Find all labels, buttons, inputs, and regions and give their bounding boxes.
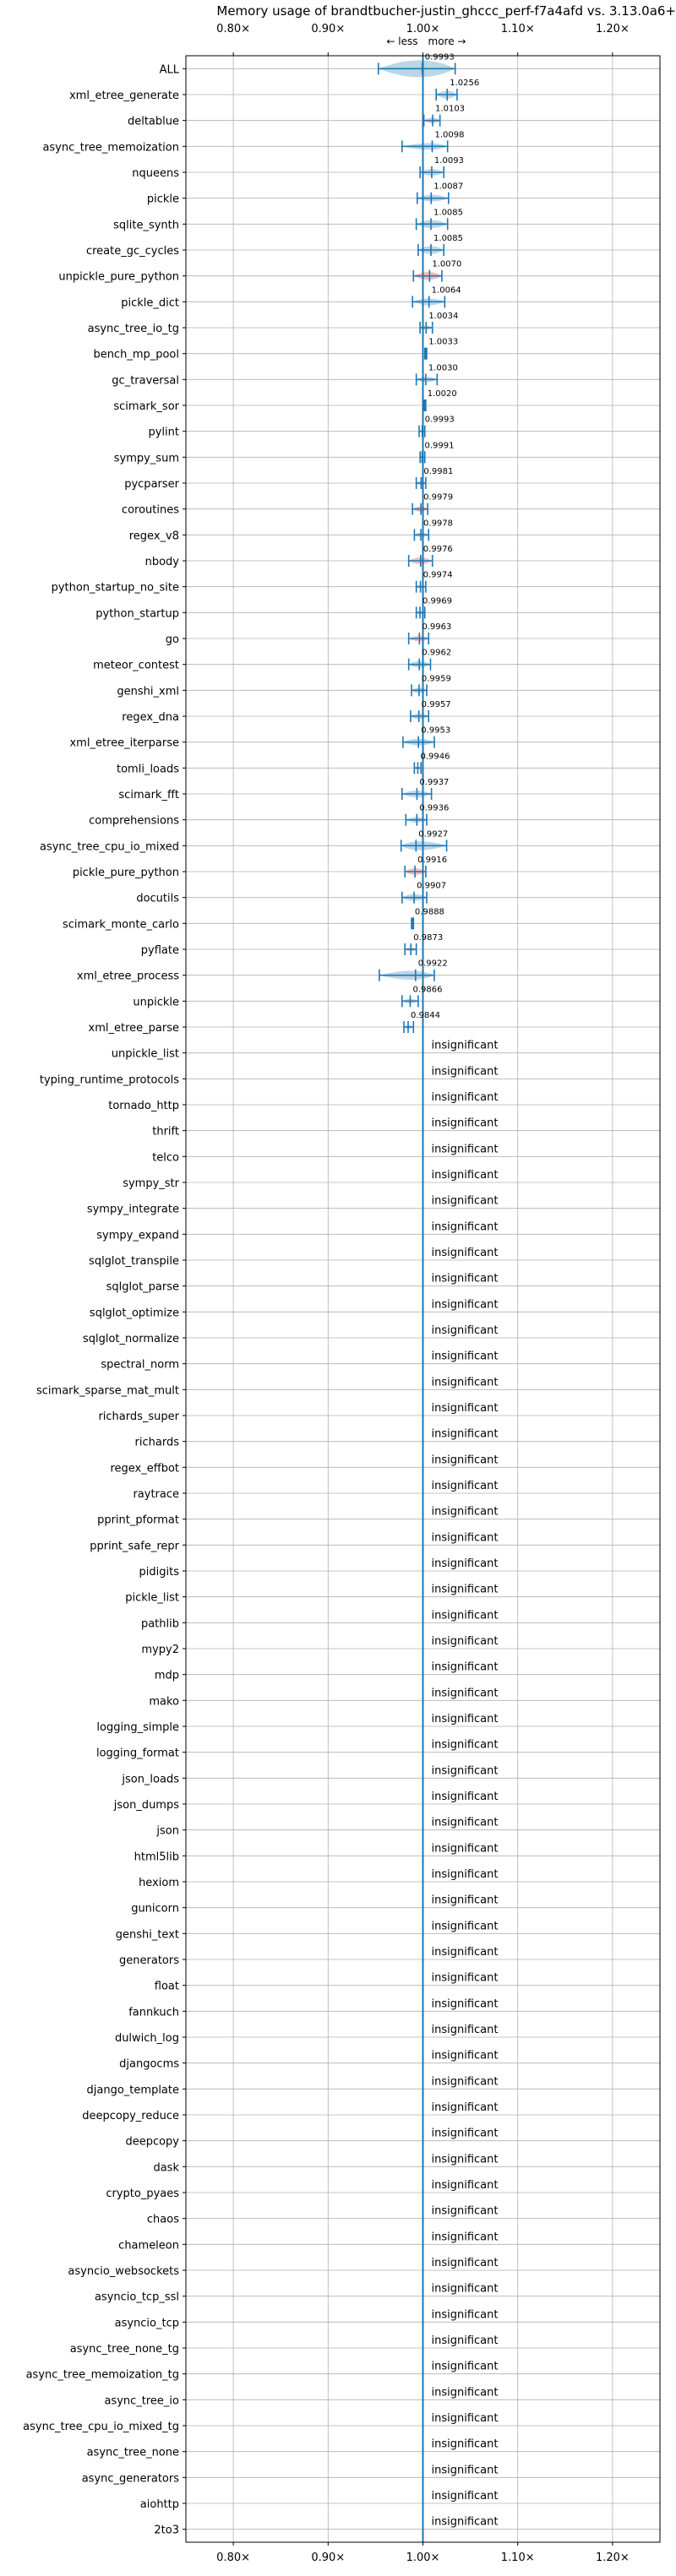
insignificant-label: insignificant [431, 1039, 499, 1052]
benchmark-label: sympy_integrate [86, 1203, 179, 1216]
benchmark-label: python_startup [95, 607, 179, 621]
benchmark-label: raytrace [133, 1488, 179, 1501]
insignificant-label: insignificant [431, 2437, 499, 2451]
direction-more-label: more → [428, 35, 466, 47]
insignificant-label: insignificant [431, 1946, 499, 1959]
benchmark-label: crypto_pyaes [106, 2187, 179, 2200]
insignificant-label: insignificant [431, 1764, 499, 1778]
benchmark-label: sqlglot_normalize [82, 1333, 179, 1345]
direction-less-label: ← less [386, 35, 418, 47]
insignificant-label: insignificant [431, 1220, 499, 1234]
value-label: 0.9979 [423, 492, 454, 503]
benchmark-label: pycparser [124, 478, 179, 491]
benchmark-label: async_tree_cpu_io_mixed_tg [23, 2421, 179, 2433]
benchmark-label: pickle_pure_python [72, 867, 179, 879]
insignificant-label: insignificant [431, 1894, 499, 1907]
insignificant-label: insignificant [431, 2464, 499, 2477]
benchmark-label: mdp [154, 1669, 179, 1682]
benchmark-label: scimark_sparse_mat_mult [36, 1384, 179, 1398]
insignificant-label: insignificant [431, 1117, 499, 1130]
benchmark-label: pickle_list [125, 1591, 179, 1605]
benchmark-label: pprint_pformat [97, 1514, 179, 1527]
benchmark-label: meteor_contest [93, 659, 179, 672]
value-label: 0.9974 [422, 570, 453, 580]
chart-title: Memory usage of brandtbucher-justin_ghccc_perf-f7a4afd vs. 3.13.0a6+ [216, 3, 676, 19]
x-tick-label-top: 0.80× [216, 23, 251, 35]
benchmark-label: 2to3 [154, 2524, 179, 2537]
benchmark-label: tornado_http [108, 1100, 179, 1112]
benchmark-label: deepcopy [125, 2135, 179, 2149]
benchmark-label: json_loads [122, 1773, 179, 1786]
x-tick-label-top: 1.10× [500, 23, 535, 35]
benchmark-label: json [156, 1824, 179, 1838]
benchmark-label: hexiom [139, 1877, 179, 1889]
benchmark-label: docutils [136, 892, 179, 905]
insignificant-label: insignificant [431, 1376, 499, 1389]
insignificant-label: insignificant [431, 1557, 499, 1570]
benchmark-label: typing_runtime_protocols [39, 1073, 179, 1087]
insignificant-label: insignificant [431, 1169, 499, 1182]
value-label: 0.9916 [417, 856, 448, 865]
value-label: 1.0030 [428, 363, 458, 373]
insignificant-label: insignificant [431, 2360, 499, 2373]
value-label: 0.9976 [422, 545, 453, 554]
benchmark-label: python_startup_no_site [51, 581, 179, 595]
benchmark-label: ALL [159, 63, 179, 77]
benchmark-label: async_tree_io [104, 2394, 179, 2408]
insignificant-label: insignificant [431, 1272, 499, 1285]
benchmark-label: pathlib [140, 1617, 179, 1631]
value-label: 0.9981 [423, 467, 454, 476]
benchmark-label: async_tree_none_tg [69, 2343, 179, 2356]
value-label: 0.9962 [422, 648, 452, 658]
benchmark-label: sympy_str [123, 1177, 179, 1190]
benchmark-label: float [154, 1980, 179, 1993]
benchmark-label: unpickle_list [111, 1047, 179, 1061]
x-tick-label-top: 1.20× [595, 23, 630, 35]
insignificant-label: insignificant [431, 1091, 499, 1104]
x-tick-label-bottom: 0.80× [216, 2552, 251, 2564]
value-label: 1.0033 [428, 337, 459, 347]
value-label: 1.0070 [432, 259, 462, 269]
benchmark-label: async_tree_cpu_io_mixed [40, 840, 179, 854]
value-label: 0.9873 [413, 933, 444, 943]
insignificant-label: insignificant [431, 2127, 499, 2140]
value-label: 1.0034 [428, 312, 459, 321]
benchmark-label: richards [134, 1436, 179, 1449]
benchmark-label: pylint [148, 426, 179, 439]
benchmark-label: async_generators [81, 2472, 179, 2486]
benchmark-label: go [165, 633, 179, 646]
benchmark-label: chameleon [118, 2239, 179, 2253]
x-tick-label-bottom: 1.20× [595, 2552, 630, 2564]
insignificant-label: insignificant [431, 2282, 499, 2296]
benchmark-label: pyflate [140, 944, 179, 957]
x-tick-label-top: 1.00× [406, 23, 440, 35]
benchmark-label: dask [153, 2161, 179, 2175]
benchmark-label: dulwich_log [114, 2032, 179, 2045]
benchmark-label: regex_effbot [110, 1462, 179, 1475]
insignificant-label: insignificant [431, 1143, 499, 1156]
insignificant-label: insignificant [431, 1713, 499, 1725]
benchmark-label: regex_dna [122, 711, 179, 724]
insignificant-label: insignificant [431, 2490, 499, 2503]
value-label: 0.9953 [421, 726, 451, 736]
insignificant-label: insignificant [431, 1324, 499, 1337]
value-label: 0.9907 [417, 881, 447, 891]
insignificant-label: insignificant [431, 1480, 499, 1492]
benchmark-label: xml_etree_iterparse [69, 736, 179, 750]
benchmark-label: sqlglot_optimize [89, 1307, 179, 1320]
benchmark-label: chaos [146, 2213, 179, 2226]
benchmark-label: mako [149, 1695, 179, 1709]
benchmark-label: async_tree_memoization_tg [25, 2368, 179, 2382]
benchmark-label: tomli_loads [117, 763, 179, 776]
benchmark-label: thrift [152, 1125, 179, 1139]
benchmark-label: pprint_safe_repr [90, 1540, 179, 1553]
value-label: 0.9936 [419, 803, 450, 813]
benchmark-label: scimark_monte_carlo [62, 918, 179, 932]
benchmark-label: logging_simple [96, 1721, 179, 1734]
value-label: 1.0103 [435, 104, 466, 114]
value-label: 0.9946 [420, 752, 450, 762]
value-label: 0.9866 [412, 985, 443, 995]
benchmark-label: xml_etree_generate [68, 90, 179, 102]
insignificant-label: insignificant [431, 2049, 499, 2062]
benchmark-label: logging_format [95, 1747, 179, 1760]
benchmark-label: async_tree_none [86, 2446, 179, 2459]
benchmark-label: deepcopy_reduce [82, 2110, 179, 2122]
value-label: 0.9978 [423, 519, 454, 529]
value-label: 0.9969 [422, 596, 453, 606]
insignificant-label: insignificant [431, 2024, 499, 2036]
benchmark-label: coroutines [121, 503, 179, 517]
benchmark-label: djangocms [119, 2057, 179, 2071]
value-label: 1.0098 [434, 130, 465, 140]
benchmark-label: gc_traversal [112, 374, 179, 388]
insignificant-label: insignificant [431, 1531, 499, 1545]
benchmark-label: xml_etree_process [76, 970, 179, 983]
benchmark-label: mypy2 [141, 1644, 179, 1656]
insignificant-label: insignificant [431, 1997, 499, 2011]
insignificant-label: insignificant [431, 1635, 499, 1648]
value-label: 0.9957 [421, 700, 451, 709]
benchmark-label: html5lib [134, 1850, 179, 1864]
value-label: 1.0064 [431, 285, 461, 296]
insignificant-label: insignificant [431, 1971, 499, 1985]
insignificant-label: insignificant [431, 1920, 499, 1933]
benchmark-label: bench_mp_pool [93, 348, 179, 361]
benchmark-label: aiohttp [139, 2498, 179, 2511]
benchmark-label: comprehensions [89, 814, 179, 828]
insignificant-label: insignificant [431, 2257, 499, 2269]
benchmark-label: scimark_fft [118, 789, 179, 802]
insignificant-label: insignificant [431, 2386, 499, 2399]
value-label: 0.9922 [417, 959, 448, 969]
insignificant-label: insignificant [431, 2308, 499, 2322]
benchmark-label: genshi_text [115, 1928, 179, 1942]
value-label: 0.9937 [419, 778, 450, 787]
value-label: 0.9844 [410, 1011, 440, 1020]
insignificant-label: insignificant [431, 2515, 499, 2529]
benchmark-label: asyncio_tcp_ssl [94, 2291, 179, 2304]
insignificant-label: insignificant [431, 1738, 499, 1752]
insignificant-label: insignificant [431, 1402, 499, 1415]
value-label: 1.0093 [433, 156, 464, 166]
benchmark-label: django_template [86, 2084, 179, 2097]
value-label: 0.9993 [424, 52, 455, 62]
insignificant-label: insignificant [431, 1505, 499, 1519]
benchmark-label: sympy_sum [113, 452, 179, 465]
benchmark-label: scimark_sor [113, 400, 179, 413]
insignificant-label: insignificant [431, 2204, 499, 2218]
value-label: 1.0020 [427, 389, 457, 399]
benchmark-label: async_tree_io_tg [87, 323, 179, 335]
insignificant-label: insignificant [431, 2334, 499, 2347]
benchmark-label: telco [152, 1151, 179, 1165]
insignificant-label: insignificant [431, 1583, 499, 1596]
value-label: 0.9888 [414, 907, 444, 917]
benchmark-label: spectral_norm [101, 1358, 179, 1372]
benchmark-label: sqlglot_parse [106, 1280, 179, 1294]
benchmark-label: nqueens [132, 167, 179, 180]
benchmark-label: async_tree_memoization [42, 141, 179, 155]
benchmark-label: nbody [144, 556, 179, 568]
value-label: 0.9959 [421, 674, 451, 684]
insignificant-label: insignificant [431, 1609, 499, 1622]
benchmark-label: generators [119, 1954, 179, 1967]
x-tick-label-bottom: 1.10× [500, 2552, 535, 2564]
value-label: 0.9963 [422, 622, 452, 632]
benchmark-label: sqlglot_transpile [89, 1255, 179, 1268]
insignificant-label: insignificant [431, 1350, 499, 1363]
insignificant-label: insignificant [431, 2101, 499, 2114]
benchmark-label: gunicorn [131, 1902, 179, 1916]
x-tick-label-bottom: 0.90× [311, 2552, 346, 2564]
benchmark-label: unpickle_pure_python [58, 270, 179, 284]
value-label: 0.9993 [424, 415, 455, 425]
insignificant-label: insignificant [431, 1298, 499, 1312]
value-label: 0.9927 [418, 829, 449, 840]
benchmark-label: json_dumps [113, 1799, 179, 1812]
insignificant-label: insignificant [431, 1687, 499, 1700]
benchmark-label: sqlite_synth [113, 219, 179, 232]
x-tick-label-bottom: 1.00× [406, 2552, 440, 2564]
insignificant-label: insignificant [431, 1194, 499, 1208]
value-label: 1.0256 [450, 79, 480, 88]
benchmark-label: asyncio_tcp [114, 2317, 179, 2330]
benchmark-label: genshi_xml [117, 685, 179, 698]
insignificant-label: insignificant [431, 1065, 499, 1079]
insignificant-label: insignificant [431, 1816, 499, 1829]
benchmark-label: pickle [146, 193, 179, 206]
benchmark-label: sympy_expand [96, 1229, 179, 1242]
insignificant-label: insignificant [431, 1660, 499, 1674]
value-label: 0.9991 [424, 441, 455, 451]
benchmark-label: fannkuch [128, 2006, 179, 2019]
insignificant-label: insignificant [431, 1427, 499, 1441]
insignificant-label: insignificant [431, 1791, 499, 1803]
insignificant-label: insignificant [431, 1247, 499, 1259]
insignificant-label: insignificant [431, 2153, 499, 2166]
insignificant-label: insignificant [431, 2412, 499, 2425]
insignificant-label: insignificant [431, 2179, 499, 2192]
value-label: 1.0087 [433, 182, 464, 192]
benchmark-label: asyncio_websockets [68, 2265, 179, 2278]
benchmark-label: pickle_dict [121, 296, 179, 310]
insignificant-label: insignificant [431, 2075, 499, 2089]
benchmark-label: regex_v8 [128, 530, 179, 543]
value-label: 1.0085 [433, 208, 464, 218]
benchmark-label: richards_super [98, 1410, 179, 1423]
benchmark-label: deltablue [127, 115, 179, 128]
insignificant-label: insignificant [431, 1868, 499, 1881]
value-label: 1.0085 [433, 234, 464, 243]
benchmark-label: create_gc_cycles [85, 245, 179, 258]
benchmark-label: pidigits [139, 1566, 179, 1579]
insignificant-label: insignificant [431, 1454, 499, 1467]
insignificant-label: insignificant [431, 2231, 499, 2244]
benchmark-label: xml_etree_parse [88, 1022, 179, 1035]
x-tick-label-top: 0.90× [311, 23, 346, 35]
insignificant-label: insignificant [431, 1842, 499, 1856]
benchmark-label: unpickle [133, 996, 179, 1009]
